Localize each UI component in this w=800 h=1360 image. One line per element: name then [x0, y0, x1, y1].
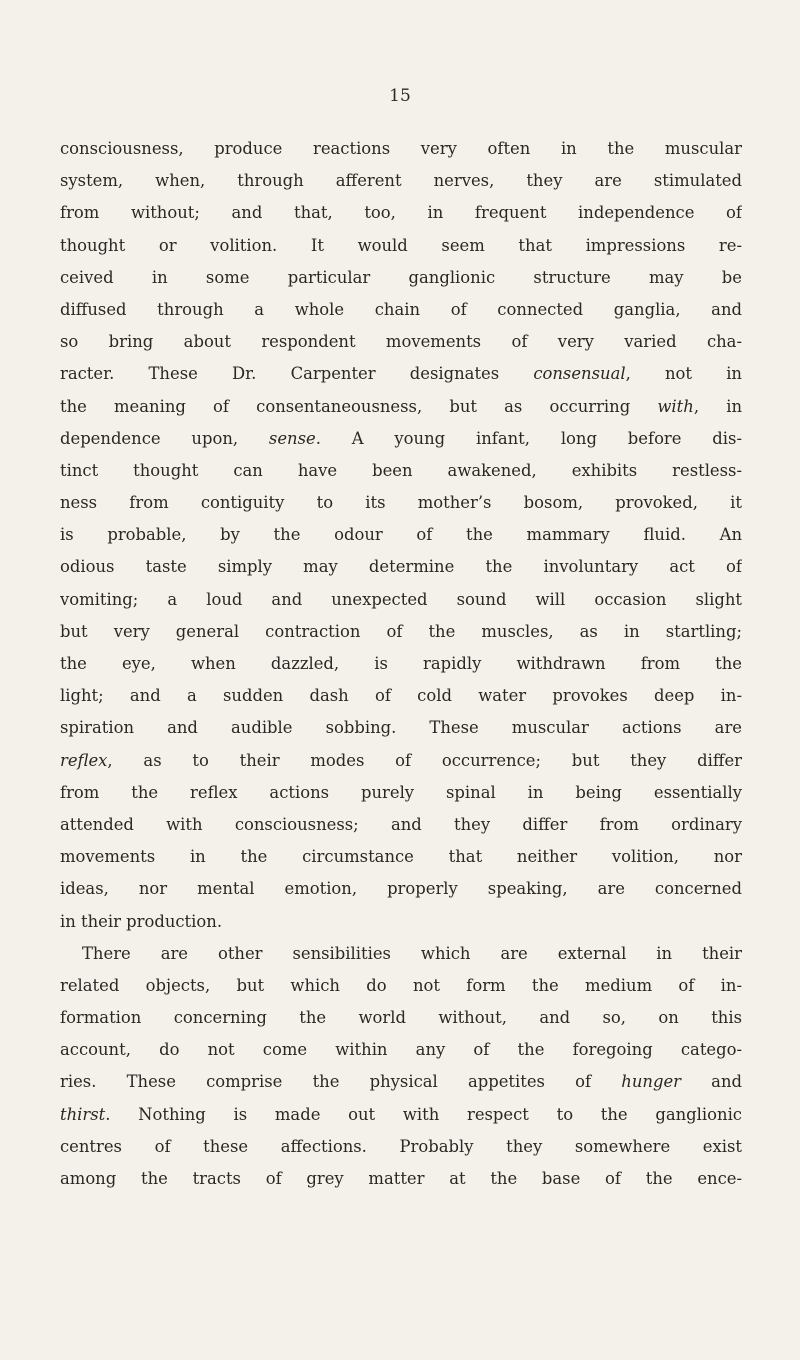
- text-run: consciousness, produce reactions very often in the muscular: [60, 139, 742, 158]
- text-run: among the tracts of grey matter at the base of the ence-: [60, 1169, 742, 1188]
- text-run: from the reflex actions purely spinal in being essentially: [60, 782, 742, 802]
- text-run: , in: [693, 396, 742, 416]
- text-line: [60, 841, 742, 873]
- text-run: from without; and that, too, in frequent independence of: [60, 203, 742, 223]
- text-line: [60, 906, 742, 938]
- text-line: [60, 230, 742, 262]
- text-line: [60, 873, 742, 905]
- text-line: [60, 423, 742, 455]
- text-run: account, do not come within any of the foregoing catego-: [60, 1040, 742, 1060]
- text-run: tinct thought can have been awakened, exhibits restless-: [60, 460, 742, 480]
- text-line: [60, 1034, 742, 1066]
- text-run: related objects, but which do not form the medium of in-: [60, 975, 742, 995]
- text-line: [60, 391, 742, 423]
- text-run: movements in the circumstance that neither volition, nor: [60, 847, 742, 867]
- text-line: [60, 938, 742, 970]
- text-run: vomiting; a loud and unexpected sound will occasion slight: [60, 589, 742, 609]
- text-run: is probable, by the odour of the mammary fluid. An: [60, 525, 742, 545]
- text-line: [60, 970, 742, 1002]
- text-run: , as to their modes of occurrence; but they differ: [107, 750, 742, 770]
- text-run: ceived in some particular ganglionic structure may be: [60, 267, 742, 287]
- italic-text: reflex: [60, 750, 108, 770]
- text-run: formation concerning the world without, and so, on this: [60, 1008, 742, 1028]
- text-line: [60, 1099, 742, 1131]
- text-run: . Nothing is made out with respect to the ganglionic: [105, 1104, 742, 1124]
- text-run: system, when, through afferent nerves, they are stimulated: [60, 171, 742, 191]
- page-number: 15: [389, 86, 411, 106]
- text-line: [60, 197, 742, 229]
- text-line: [60, 616, 742, 648]
- text-run: . A young infant, long before dis-: [315, 428, 742, 448]
- text-run: ries. These comprise the physical appetites of: [60, 1072, 622, 1092]
- text-run: diffused through a whole chain of connected ganglia, and: [60, 299, 742, 319]
- text-line: [60, 648, 742, 680]
- text-line: [60, 487, 742, 519]
- italic-text: thirst: [60, 1104, 106, 1124]
- text-run: and: [680, 1072, 742, 1092]
- italic-text: with: [657, 396, 694, 416]
- text-line: [60, 712, 742, 744]
- text-run: the meaning of consentaneousness, but as occurring: [60, 396, 658, 416]
- text-run: light; and a sudden dash of cold water provokes deep in-: [60, 686, 742, 706]
- text-line: [60, 1163, 742, 1195]
- text-run: racter. These Dr. Carpenter designates: [60, 364, 534, 384]
- text-line: [60, 777, 742, 809]
- text-run: in their production.: [60, 911, 223, 931]
- text-run: so bring about respondent movements of very varied cha-: [60, 332, 742, 352]
- text-run: dependence upon,: [60, 428, 269, 448]
- text-line: [60, 551, 742, 583]
- text-line: [60, 165, 742, 197]
- italic-text: consensual: [533, 364, 626, 384]
- text-run: spiration and audible sobbing. These muscular actions are: [60, 718, 742, 738]
- text-run: There are other sensibilities which are external in their: [82, 943, 742, 963]
- body-text: [60, 133, 742, 1195]
- text-run: ideas, nor mental emotion, properly speaking, are concerned: [60, 879, 742, 899]
- text-line: [60, 358, 742, 390]
- text-line: [60, 326, 742, 358]
- text-line: [60, 1002, 742, 1034]
- text-line: [60, 680, 742, 712]
- text-line: [60, 1131, 742, 1163]
- text-run: attended with consciousness; and they differ from ordinary: [60, 814, 742, 834]
- text-run: odious taste simply may determine the involuntary act of: [60, 557, 742, 577]
- text-line: [60, 262, 742, 294]
- text-run: centres of these affections. Probably they somewhere exist: [60, 1136, 742, 1156]
- text-line: [60, 294, 742, 326]
- text-line: [60, 809, 742, 841]
- text-line: [60, 1066, 742, 1098]
- text-run: the eye, when dazzled, is rapidly withdrawn from the: [60, 654, 742, 673]
- italic-text: hunger: [621, 1072, 681, 1092]
- text-run: thought or volition. It would seem that impressions re-: [60, 235, 742, 255]
- text-run: ness from contiguity to its mother’s bosom, provoked, it: [60, 493, 742, 513]
- italic-text: sense: [268, 428, 316, 448]
- text-line: [60, 584, 742, 616]
- text-run: , not in: [625, 364, 742, 384]
- text-line: [60, 455, 742, 487]
- text-run: but very general contraction of the muscles, as in startling;: [60, 621, 742, 641]
- text-line: [60, 133, 742, 165]
- text-line: [60, 519, 742, 551]
- text-line: [60, 745, 742, 777]
